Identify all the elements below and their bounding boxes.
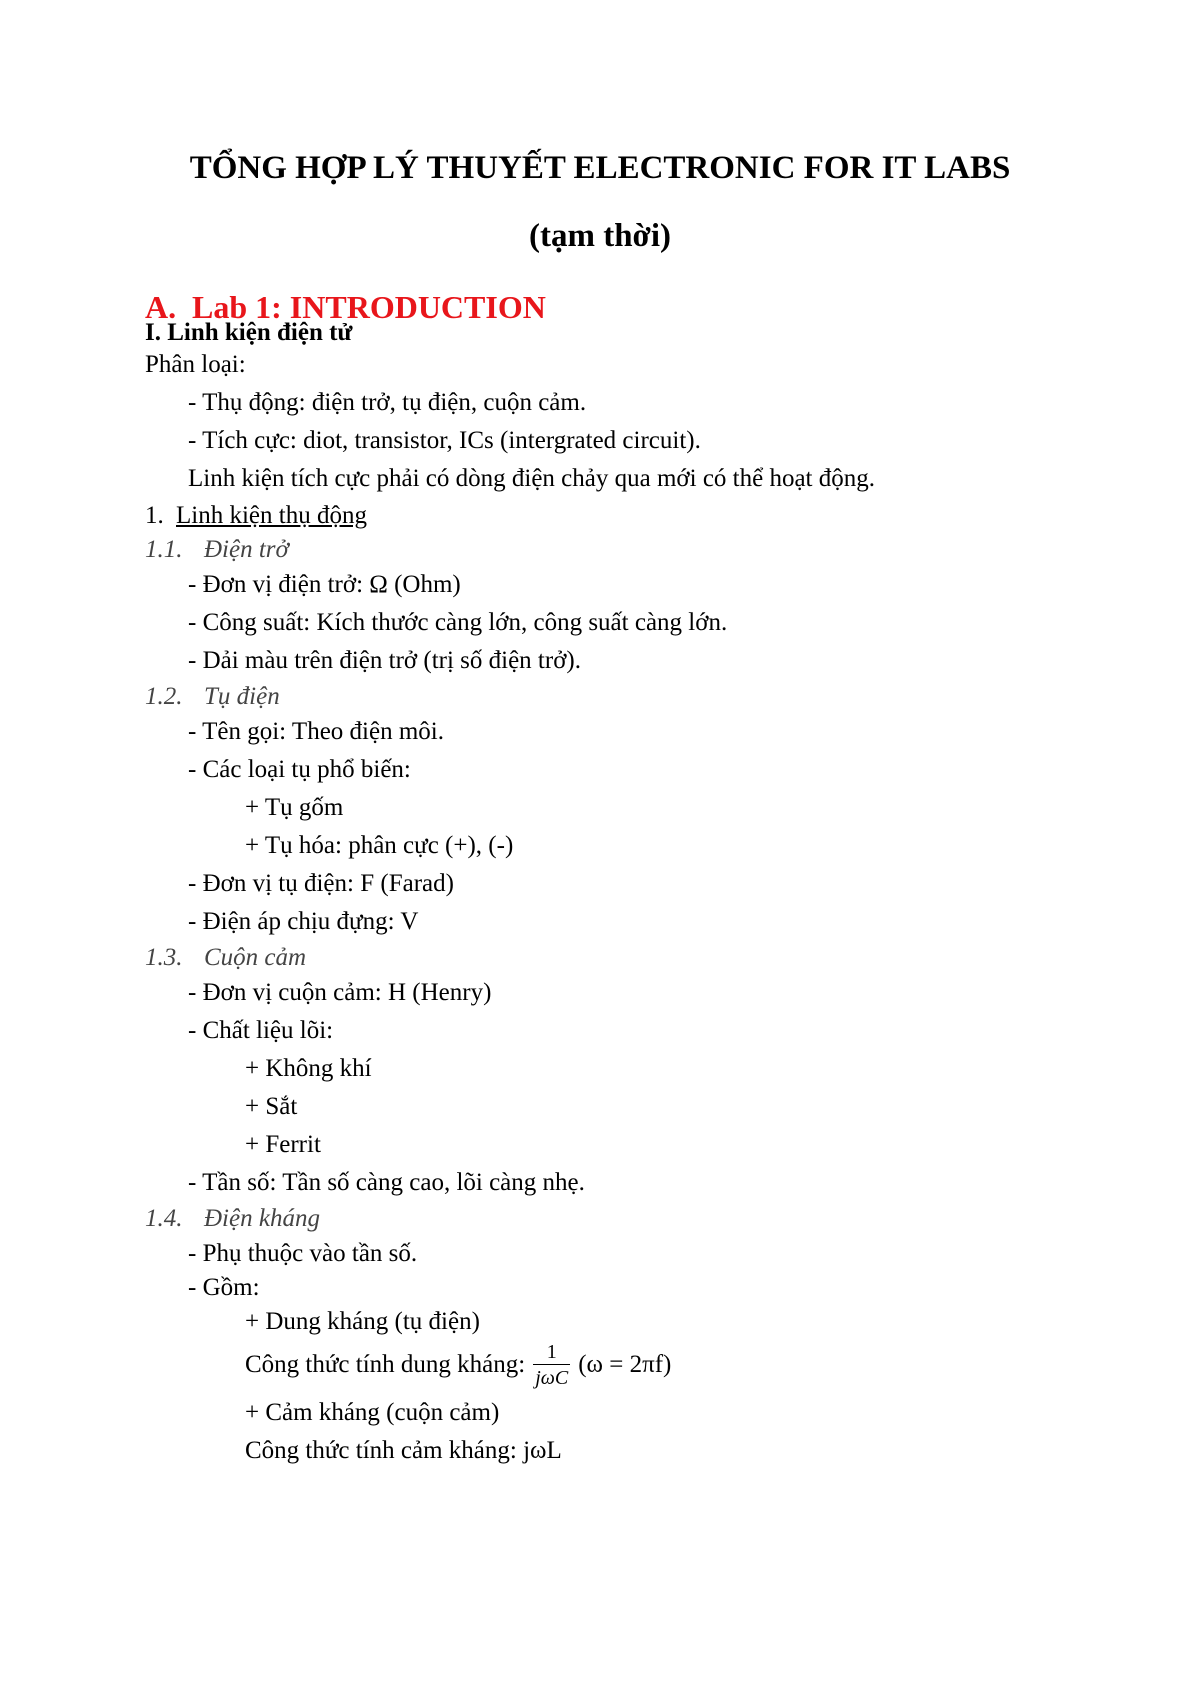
capacitor-types-line: - Các loại tụ phổ biến: [188,756,411,783]
capacitor-number: 1.2. [145,683,183,710]
inductive-reactance-item: + Cảm kháng (cuộn cảm) [245,1399,500,1426]
reactance-depends-line: - Phụ thuộc vào tần số. [188,1240,418,1267]
fraction-numerator: 1 [546,1341,557,1363]
capacitive-formula-line [245,1342,671,1388]
fraction-denominator: jωC [533,1364,570,1388]
inductive-formula: jωL [523,1437,562,1464]
omega-note: (ω = 2πf) [578,1351,672,1378]
capacitor-type-electrolytic: + Tụ hóa: phân cực (+), (-) [245,832,514,859]
subsection-1-number: 1. [145,502,164,529]
inductor-core-ferrit: + Ferrit [245,1131,321,1158]
capacitor-name-line: - Tên gọi: Theo điện môi. [188,718,444,745]
inductor-core-air: + Không khí [245,1055,372,1082]
inductor-unit-line: - Đơn vị cuộn cảm: H (Henry) [188,979,492,1006]
capacitor-title: Tụ điện [204,683,280,710]
capacitive-formula-label: Công thức tính dung kháng: [245,1351,526,1378]
reactance-heading [145,1204,320,1234]
active-components-note: Linh kiện tích cực phải có dòng điện chảy qua mới có thể hoạt động. [188,465,875,492]
capacitor-unit-line: - Đơn vị tụ điện: F (Farad) [188,870,454,897]
inductor-frequency-line: - Tần số: Tần số càng cao, lõi càng nhẹ. [188,1169,585,1196]
active-components-line: - Tích cực: diot, transistor, ICs (intergrated circuit). [188,427,701,454]
inductor-core-line: - Chất liệu lõi: [188,1017,334,1044]
resistor-item: - Đơn vị điện trở: Ω (Ohm) [188,571,461,598]
section-a-title: Lab 1: INTRODUCTION [192,289,546,325]
inductor-heading [145,943,306,973]
reactance-number: 1.4. [145,1205,183,1232]
inductor-title: Cuộn cảm [204,944,307,971]
document-title: TỔNG HỢP LÝ THUYẾT ELECTRONIC FOR IT LABS [189,150,1011,186]
resistor-item: - Công suất: Kích thước càng lớn, công suất càng lớn. [188,609,728,636]
reactance-includes-line: - Gồm: [188,1274,260,1301]
capacitor-type-ceramic: + Tụ gốm [245,794,344,821]
resistor-item: - Dải màu trên điện trở (trị số điện trở). [188,647,581,674]
classification-label: Phân loại: [145,351,246,378]
inductor-core-iron: + Sắt [245,1093,298,1120]
section-a-letter: A. [145,289,177,325]
capacitive-reactance-item: + Dung kháng (tụ điện) [245,1308,480,1335]
capacitor-heading [145,682,280,712]
inductor-number: 1.3. [145,944,183,971]
resistor-number: 1.1. [145,536,183,563]
resistor-title: Điện trở [204,536,289,563]
document-subtitle: (tạm thời) [529,218,671,254]
subsection-1-heading [145,501,367,531]
reactance-title: Điện kháng [204,1205,320,1232]
passive-components-line: - Thụ động: điện trở, tụ điện, cuộn cảm. [188,389,587,416]
inductive-formula-label: Công thức tính cảm kháng: [245,1437,517,1464]
inductive-formula-line [245,1436,562,1466]
resistor-heading [145,535,289,565]
capacitive-reactance-fraction [533,1342,570,1388]
subsection-1-title: Linh kiện thụ động [176,502,367,529]
capacitor-voltage-line: - Điện áp chịu đựng: V [188,908,419,935]
part-1-heading: I. Linh kiện điện tử [145,319,353,346]
